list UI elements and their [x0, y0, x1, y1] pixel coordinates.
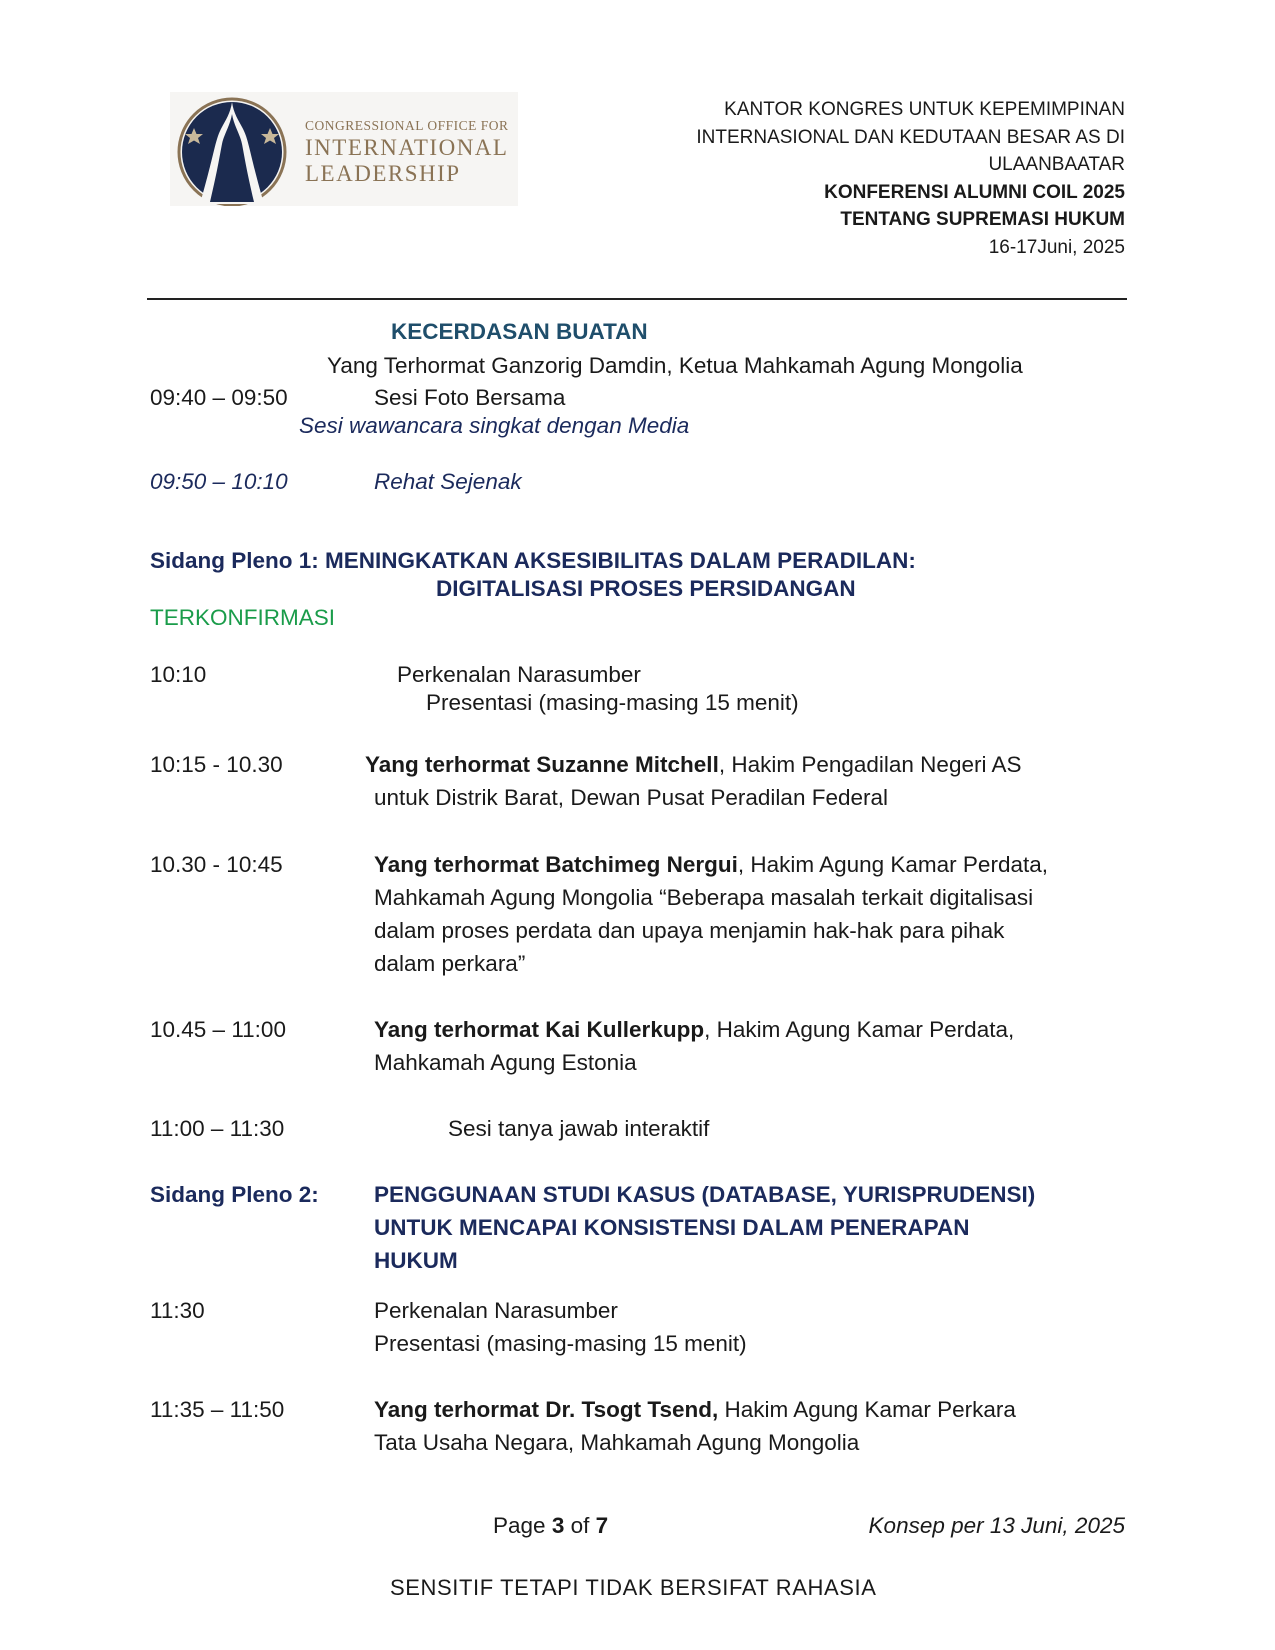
session-speaker: Yang Terhormat Ganzorig Damdin, Ketua Mahkamah Agung Mongolia: [327, 353, 1023, 378]
pleno2-s1-line2: Tata Usaha Negara, Mahkamah Agung Mongolia: [374, 1430, 860, 1455]
capitol-dome-emblem-icon: [170, 92, 310, 206]
pleno1-s2-time: 10.30 - 10:45: [150, 852, 283, 877]
pleno1-s3-role: , Hakim Agung Kamar Perdata,: [704, 1017, 1015, 1042]
pleno1-title-line2: DIGITALISASI PROSES PERSIDANGAN: [436, 576, 856, 601]
pleno1-s2-name: Yang terhormat Batchimeg Nergui: [374, 852, 738, 877]
logo-line-1: CONGRESSIONAL OFFICE FOR: [305, 118, 509, 133]
pleno1-s2-role: , Hakim Agung Kamar Perdata,: [737, 852, 1048, 877]
logo-text: [305, 117, 509, 187]
sensitivity-marking: SENSITIF TETAPI TIDAK BERSIFAT RAHASIA: [390, 1575, 877, 1600]
pleno1-intro-time: 10:10: [150, 662, 207, 687]
pleno2-s1-role: Hakim Agung Kamar Perkara: [718, 1397, 1016, 1422]
page-total: 7: [595, 1513, 609, 1538]
header-line-2: INTERNASIONAL DAN KEDUTAAN BESAR AS DI: [696, 126, 1125, 148]
pleno1-s3-time: 10.45 – 11:00: [150, 1017, 286, 1042]
pleno1-s1-role: , Hakim Pengadilan Negeri AS: [718, 752, 1022, 777]
page-current: 3: [551, 1513, 565, 1538]
draft-date: Konsep per 13 Juni, 2025: [868, 1513, 1125, 1538]
pleno1-s1-line2: untuk Distrik Barat, Dewan Pusat Peradilan Federal: [374, 785, 888, 810]
pleno2-intro-label: Perkenalan Narasumber: [374, 1298, 618, 1323]
pleno2-s1-time: 11:35 – 11:50: [150, 1397, 285, 1422]
pleno1-s1-name: Yang terhormat Suzanne Mitchell: [365, 752, 719, 777]
pleno2-title-line1: PENGGUNAAN STUDI KASUS (DATABASE, YURISPRUDENSI): [374, 1182, 1036, 1207]
pleno2-intro-sub: Presentasi (masing-masing 15 menit): [374, 1331, 747, 1356]
break-label: Rehat Sejenak: [374, 469, 522, 494]
qa-time: 11:00 – 11:30: [150, 1116, 285, 1141]
pleno1-title-line1: Sidang Pleno 1: MENINGKATKAN AKSESIBILITAS DALAM PERADILAN:: [150, 548, 916, 573]
header-line-3: ULAANBAATAR: [988, 154, 1125, 175]
pleno1-s3-name: Yang terhormat Kai Kullerkupp: [374, 1017, 705, 1042]
logo-line-2: INTERNATIONAL: [305, 135, 509, 160]
photo-time: 09:40 – 09:50: [150, 385, 288, 410]
photo-label: Sesi Foto Bersama: [374, 385, 566, 410]
pleno1-s1-line1: [365, 749, 1022, 781]
break-time: 09:50 – 10:10: [150, 469, 288, 494]
media-interview: Sesi wawancara singkat dengan Media: [299, 413, 690, 438]
header-line-1: KANTOR KONGRES UNTUK KEPEMIMPINAN: [724, 99, 1125, 120]
session-title: KECERDASAN BUATAN: [391, 319, 648, 344]
qa-label: Sesi tanya jawab interaktif: [448, 1116, 710, 1141]
header-divider: [147, 298, 1127, 300]
pleno1-s2-line3: dalam proses perdata dan upaya menjamin hak-hak para pihak: [374, 918, 1005, 943]
page-number: [493, 1510, 608, 1542]
pleno1-s2-line1: [374, 849, 1048, 881]
pleno1-s3-line2: Mahkamah Agung Estonia: [374, 1050, 637, 1075]
status-confirmed: TERKONFIRMASI: [150, 605, 336, 630]
pleno2-title-line2: UNTUK MENCAPAI KONSISTENSI DALAM PENERAPAN: [374, 1215, 970, 1240]
header-block: [605, 96, 1125, 261]
pleno2-s1-line1: [374, 1394, 1016, 1426]
page-of: of: [564, 1513, 596, 1538]
pleno1-intro-sub: Presentasi (masing-masing 15 menit): [426, 690, 799, 715]
header-conference-title: KONFERENSI ALUMNI COIL 2025: [824, 181, 1125, 203]
pleno1-s1-time: 10:15 - 10.30: [150, 752, 283, 777]
header-conference-subtitle: TENTANG SUPREMASI HUKUM: [840, 209, 1125, 230]
pleno2-intro-time: 11:30: [150, 1298, 205, 1323]
pleno1-intro-label: Perkenalan Narasumber: [397, 662, 641, 687]
pleno1-s2-line4: dalam perkara”: [374, 951, 526, 976]
pleno2-title-line3: HUKUM: [374, 1248, 458, 1273]
pleno2-s1-name: Yang terhormat Dr. Tsogt Tsend,: [374, 1397, 719, 1422]
header-dates: 16-17Juni, 2025: [988, 236, 1125, 258]
pleno2-label: Sidang Pleno 2:: [150, 1182, 319, 1207]
pleno1-s2-line2: Mahkamah Agung Mongolia “Beberapa masalah terkait digitalisasi: [374, 885, 1034, 910]
logo-line-3: LEADERSHIP: [305, 161, 461, 186]
pleno1-s3-line1: [374, 1014, 1014, 1046]
page-prefix: Page: [493, 1513, 552, 1538]
